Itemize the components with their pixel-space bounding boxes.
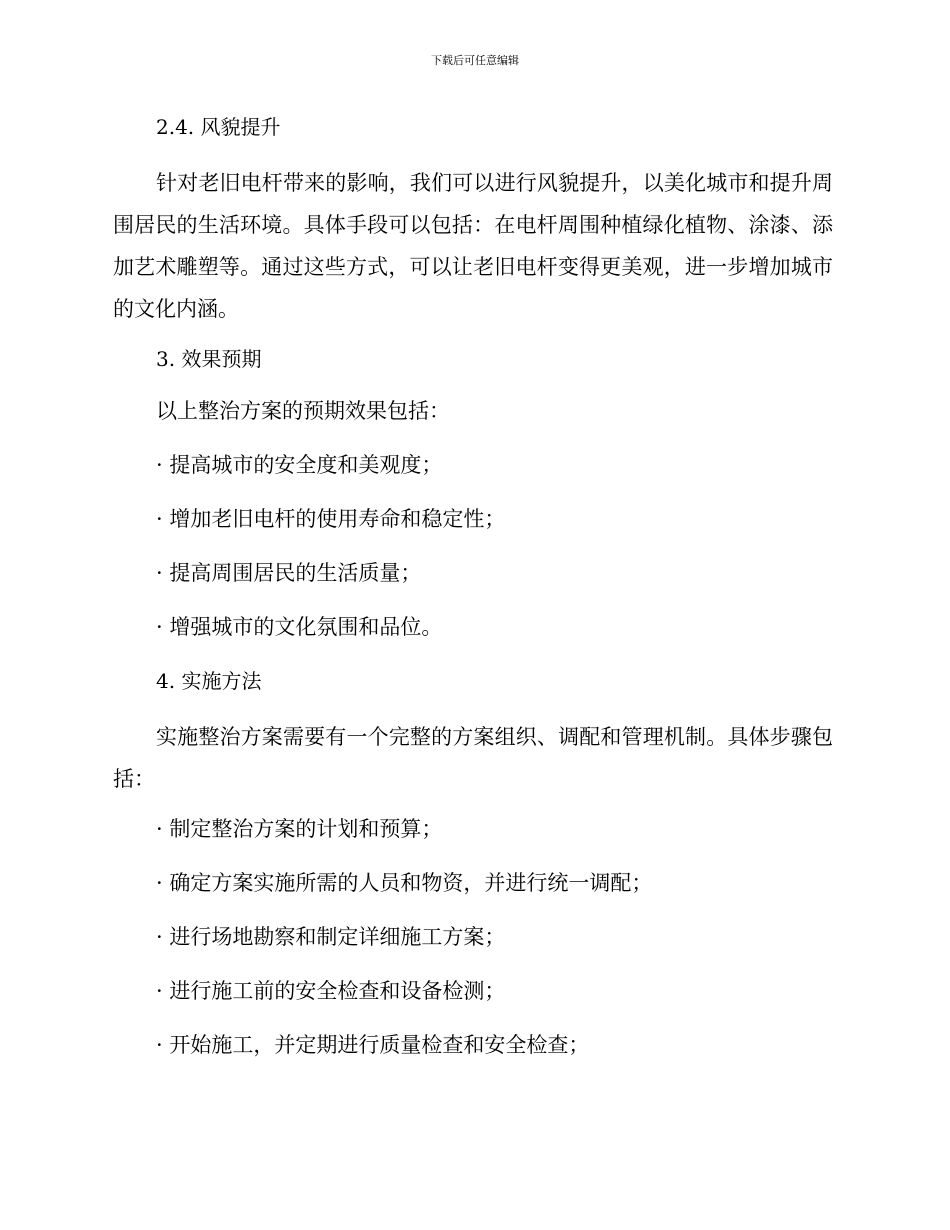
list-item: · 开始施工，并定期进行质量检查和安全检查； xyxy=(156,1033,590,1057)
section-heading: 3. 效果预期 xyxy=(156,347,262,371)
section-implementation-method xyxy=(113,664,833,1062)
list-item: · 进行施工前的安全检查和设备检测； xyxy=(156,979,506,1003)
list-item: · 确定方案实施所需的人员和物资，并进行统一调配； xyxy=(156,871,653,895)
section-appearance-upgrade xyxy=(113,110,833,330)
document-body xyxy=(113,110,833,1082)
list-item: · 制定整治方案的计划和预算； xyxy=(156,817,443,841)
section-paragraph: 针对老旧电杆带来的影响，我们可以进行风貌提升，以美化城市和提升周围居民的生活环境。具体手段可以包括：在电杆周围种植绿化植物、涂漆、添加艺术雕塑等。通过这些方式，可以让老旧电杆变得更美观，进一步增加城市的文化内涵。 xyxy=(113,171,833,321)
list-item: · 增加老旧电杆的使用寿命和稳定性； xyxy=(156,507,506,531)
list-item: · 进行场地勘察和制定详细施工方案； xyxy=(156,925,506,949)
section-heading: 2.4. 风貌提升 xyxy=(156,115,281,139)
section-lead-text: 以上整治方案的预期效果包括： xyxy=(156,399,450,423)
section-heading: 4. 实施方法 xyxy=(156,669,262,693)
section-paragraph: 实施整治方案需要有一个完整的方案组织、调配和管理机制。具体步骤包括： xyxy=(113,725,833,791)
section-expected-effects xyxy=(113,342,833,644)
list-item: · 增强城市的文化氛围和品位。 xyxy=(156,615,443,639)
page-header: 下载后可任意编辑 xyxy=(431,54,519,67)
list-item: · 提高城市的安全度和美观度； xyxy=(156,453,443,477)
list-item: · 提高周围居民的生活质量； xyxy=(156,561,422,585)
